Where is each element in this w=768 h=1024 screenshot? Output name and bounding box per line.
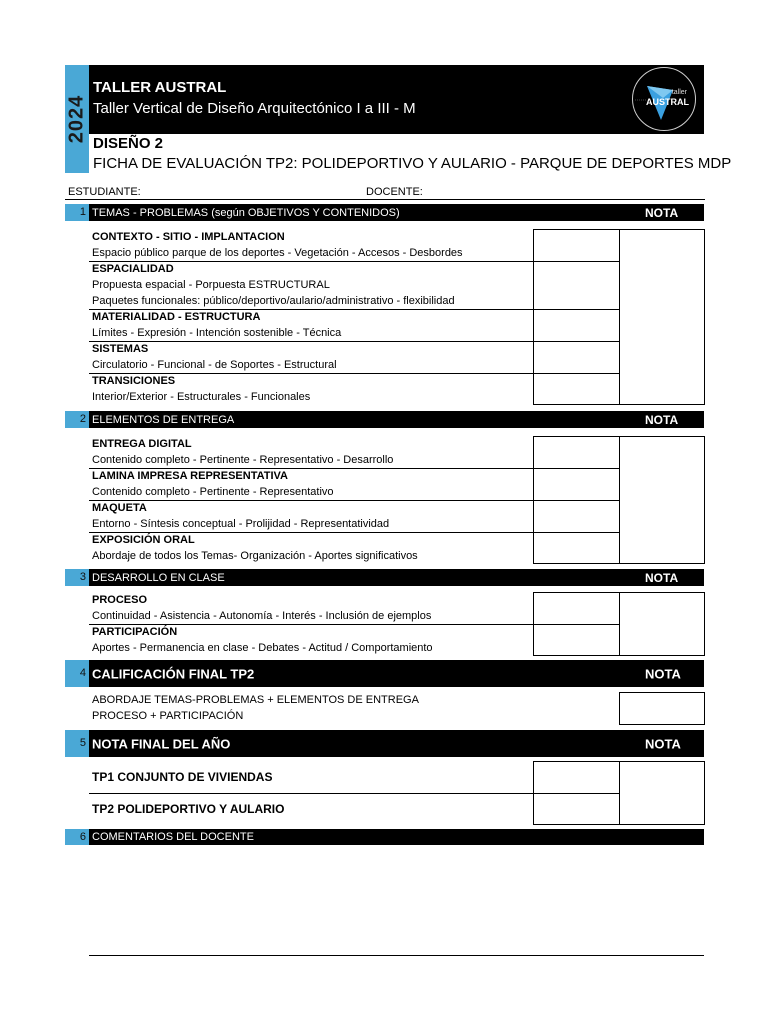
logo-brand-text: AUSTRAL: [646, 97, 689, 107]
section-bar-3: [89, 569, 704, 586]
grade-box-divider: [533, 373, 620, 374]
logo-small-text: taller: [671, 89, 687, 96]
grade-box-section-4[interactable]: [619, 692, 705, 725]
section-bar-2: [89, 411, 704, 428]
item-title: TP2 POLIDEPORTIVO Y AULARIO: [92, 802, 285, 816]
section-title-1: TEMAS - PROBLEMAS (según OBJETIVOS Y CONTENIDOS): [92, 206, 400, 219]
summary-line: PROCESO + PARTICIPACIÓN: [92, 710, 244, 722]
item-title: PROCESO: [92, 594, 148, 606]
section-nota-3: NOTA: [645, 570, 679, 585]
year-strip: [65, 65, 89, 173]
student-label: ESTUDIANTE:: [68, 186, 141, 198]
summary-line: ABORDAJE TEMAS-PROBLEMAS + ELEMENTOS DE ENTREGA: [92, 694, 419, 706]
ficha-title: FICHA DE EVALUACIÓN TP2: POLIDEPORTIVO Y AULARIO - PARQUE DE DEPORTES MDP: [93, 155, 732, 172]
item-desc: Espacio público parque de los deportes - Vegetación - Accesos - Desbordes: [92, 247, 463, 259]
item-desc: Aportes - Permanencia en clase - Debates - Actitud / Comportamiento: [92, 642, 433, 654]
section-nota-2: NOTA: [645, 412, 679, 427]
row-divider: [89, 373, 533, 374]
item-desc: Abordaje de todos los Temas- Organización - Aportes significativos: [92, 550, 418, 562]
org-name: TALLER AUSTRAL: [93, 79, 227, 96]
design-title: DISEÑO 2: [93, 135, 164, 152]
grade-box-divider: [533, 624, 620, 625]
section-number-4: 4: [65, 660, 89, 687]
title-bar: [89, 65, 704, 134]
item-title: SISTEMAS: [92, 343, 149, 355]
item-title: EXPOSICIÓN ORAL: [92, 534, 195, 546]
item-desc: Interior/Exterior - Estructurales - Funcionales: [92, 391, 311, 403]
item-desc: Continuidad - Asistencia - Autonomía - Interés - Inclusión de ejemplos: [92, 610, 432, 622]
row-divider: [89, 532, 533, 533]
grade-box-divider: [533, 261, 620, 262]
grade-box-divider: [533, 500, 620, 501]
grade-box-divider: [533, 793, 620, 794]
item-title: MATERIALIDAD - ESTRUCTURA: [92, 311, 261, 323]
row-divider: [89, 261, 533, 262]
year-label: 2024: [65, 94, 88, 144]
header-rule: [65, 199, 705, 200]
item-title: CONTEXTO - SITIO - IMPLANTACION: [92, 231, 285, 243]
comments-rule[interactable]: [89, 955, 704, 956]
section-title-4: CALIFICACIÓN FINAL TP2: [92, 666, 255, 681]
row-divider: [89, 500, 533, 501]
teacher-label: DOCENTE:: [366, 186, 423, 198]
section-bar-4: [89, 660, 704, 687]
item-desc: Contenido completo - Pertinente - Representativo: [92, 486, 334, 498]
section-number-3: 3: [65, 569, 89, 586]
item-desc: Contenido completo - Pertinente - Representativo - Desarrollo: [92, 454, 394, 466]
item-title: LAMINA IMPRESA REPRESENTATIVA: [92, 470, 288, 482]
grade-box-divider: [533, 532, 620, 533]
section-number-6: 6: [65, 829, 89, 845]
item-desc: Entorno - Síntesis conceptual - Prolijidad - Representatividad: [92, 518, 390, 530]
grade-box-divider: [533, 468, 620, 469]
grade-box-divider: [533, 309, 620, 310]
item-title: ENTREGA DIGITAL: [92, 438, 192, 450]
section-title-6: COMENTARIOS DEL DOCENTE: [92, 831, 254, 843]
row-divider: [89, 793, 533, 794]
section-nota-1: NOTA: [645, 205, 679, 220]
grade-box-divider: [533, 341, 620, 342]
item-title: TP1 CONJUNTO DE VIVIENDAS: [92, 770, 273, 784]
section-title-5: NOTA FINAL DEL AÑO: [92, 736, 231, 751]
section-title-2: ELEMENTOS DE ENTREGA: [92, 413, 235, 426]
section-number-1: 1: [65, 204, 89, 221]
section-number-2: 2: [65, 411, 89, 428]
item-title: PARTICIPACIÓN: [92, 626, 178, 638]
row-divider: [89, 309, 533, 310]
row-divider: [89, 341, 533, 342]
item-desc: Paquetes funcionales: público/deportivo/aulario/administrativo - flexibilidad: [92, 295, 455, 307]
course-subtitle: Taller Vertical de Diseño Arquitectónico I a III - M: [93, 100, 416, 117]
item-desc: Propuesta espacial - Porpuesta ESTRUCTURAL: [92, 279, 330, 291]
row-divider: [89, 468, 533, 469]
item-desc: Límites - Expresión - Intención sostenible - Técnica: [92, 327, 342, 339]
item-title: TRANSICIONES: [92, 375, 176, 387]
row-divider: [89, 624, 533, 625]
austral-logo: [632, 67, 696, 131]
section-nota-4: NOTA: [645, 666, 681, 681]
item-desc: Circulatorio - Funcional - de Soportes - Estructural: [92, 359, 337, 371]
item-title: MAQUETA: [92, 502, 147, 514]
section-nota-5: NOTA: [645, 736, 681, 751]
section-number-5: 5: [65, 730, 89, 757]
section-title-3: DESARROLLO EN CLASE: [92, 571, 225, 584]
section-bar-6: [89, 829, 704, 845]
grade-box-divider: [619, 229, 620, 405]
section-bar-1: [89, 204, 704, 221]
item-title: ESPACIALIDAD: [92, 263, 174, 275]
section-bar-5: [89, 730, 704, 757]
